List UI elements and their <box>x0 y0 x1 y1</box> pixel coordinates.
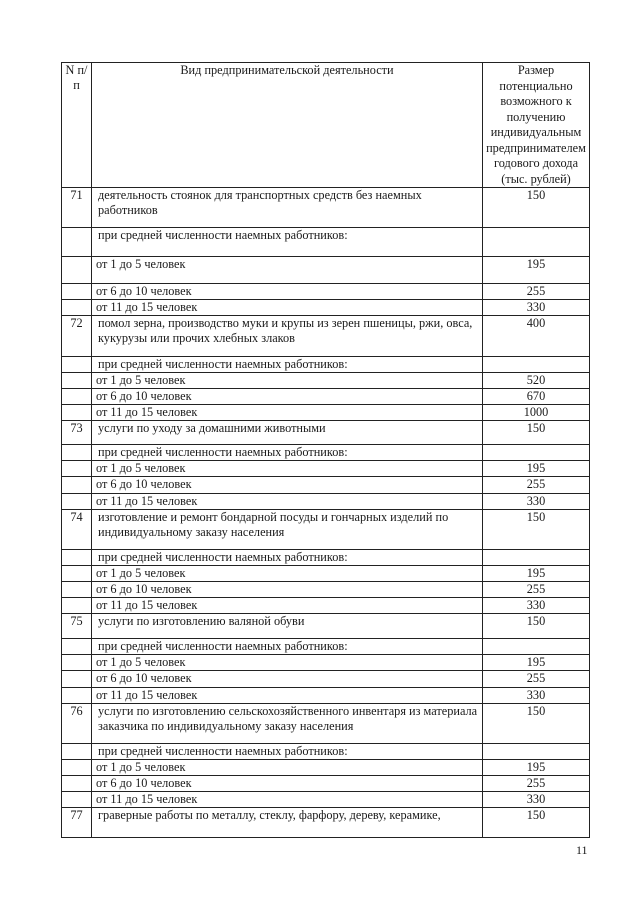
table-row <box>62 494 590 510</box>
income-value: 330 <box>483 300 590 316</box>
header-number: N п/п <box>62 63 92 188</box>
row-number: 74 <box>62 510 92 550</box>
row-number: 77 <box>62 808 92 838</box>
income-value: 255 <box>483 582 590 598</box>
income-value: 520 <box>483 373 590 389</box>
table-row <box>62 704 590 744</box>
header-income: Размер потенциально возможного к получению индивидуальным предпринимателем годового дохода (тыс. рублей) <box>483 63 590 188</box>
table-row <box>62 421 590 445</box>
table-row <box>62 792 590 808</box>
employees-range: от 11 до 15 человек <box>92 494 483 510</box>
table-row <box>62 188 590 228</box>
employees-range: от 6 до 10 человек <box>92 477 483 494</box>
employees-range: от 1 до 5 человек <box>92 257 483 284</box>
header-activity: Вид предпринимательской деятельности <box>92 63 483 188</box>
table-row <box>62 228 590 257</box>
table-row <box>62 357 590 373</box>
table-row <box>62 776 590 792</box>
income-value: 400 <box>483 316 590 357</box>
table-row <box>62 405 590 421</box>
row-number <box>62 445 92 461</box>
row-number <box>62 744 92 760</box>
row-number <box>62 461 92 477</box>
table-row <box>62 744 590 760</box>
table-header-row <box>62 63 590 188</box>
income-value: 195 <box>483 257 590 284</box>
employees-range: от 6 до 10 человек <box>92 389 483 405</box>
row-number <box>62 300 92 316</box>
income-value: 255 <box>483 671 590 688</box>
employees-range: от 1 до 5 человек <box>92 566 483 582</box>
income-value: 150 <box>483 188 590 228</box>
employees-range: от 1 до 5 человек <box>92 760 483 776</box>
income-value <box>483 357 590 373</box>
income-value: 255 <box>483 284 590 300</box>
employees-range: от 6 до 10 человек <box>92 671 483 688</box>
row-number: 72 <box>62 316 92 357</box>
row-number: 75 <box>62 614 92 639</box>
table-row <box>62 510 590 550</box>
table-row <box>62 639 590 655</box>
employees-range: от 6 до 10 человек <box>92 284 483 300</box>
row-number <box>62 776 92 792</box>
table-row <box>62 566 590 582</box>
income-value: 195 <box>483 760 590 776</box>
employees-subheading: при средней численности наемных работников: <box>92 550 483 566</box>
row-number <box>62 688 92 704</box>
row-number <box>62 494 92 510</box>
row-number <box>62 760 92 776</box>
employees-range: от 1 до 5 человек <box>92 461 483 477</box>
income-value <box>483 445 590 461</box>
employees-subheading: при средней численности наемных работников: <box>92 744 483 760</box>
activity-description: услуги по изготовлению валяной обуви <box>92 614 483 639</box>
activity-description: услуги по изготовлению сельскохозяйственного инвентаря из материала заказчика по индивидуальному заказу населения <box>92 704 483 744</box>
income-value: 150 <box>483 510 590 550</box>
income-value: 255 <box>483 477 590 494</box>
income-value: 330 <box>483 598 590 614</box>
table-row <box>62 373 590 389</box>
table-row <box>62 300 590 316</box>
table-row <box>62 671 590 688</box>
table-row <box>62 550 590 566</box>
activity-description: граверные работы по металлу, стеклу, фарфору, дереву, керамике, <box>92 808 483 838</box>
row-number <box>62 639 92 655</box>
employees-range: от 11 до 15 человек <box>92 688 483 704</box>
row-number <box>62 566 92 582</box>
table-row <box>62 582 590 598</box>
row-number <box>62 373 92 389</box>
employees-range: от 11 до 15 человек <box>92 405 483 421</box>
activity-description: услуги по уходу за домашними животными <box>92 421 483 445</box>
activity-description: помол зерна, производство муки и крупы из зерен пшеницы, ржи, овса, кукурузы или прочих хлебных злаков <box>92 316 483 357</box>
row-number <box>62 405 92 421</box>
row-number <box>62 598 92 614</box>
row-number <box>62 389 92 405</box>
table-row <box>62 284 590 300</box>
row-number <box>62 671 92 688</box>
employees-subheading: при средней численности наемных работников: <box>92 228 483 257</box>
income-value: 255 <box>483 776 590 792</box>
table-row <box>62 445 590 461</box>
row-number <box>62 228 92 257</box>
employees-subheading: при средней численности наемных работников: <box>92 357 483 373</box>
employees-subheading: при средней численности наемных работников: <box>92 445 483 461</box>
income-value <box>483 744 590 760</box>
income-value: 195 <box>483 461 590 477</box>
row-number <box>62 792 92 808</box>
table-row <box>62 477 590 494</box>
table-row <box>62 598 590 614</box>
employees-range: от 1 до 5 человек <box>92 373 483 389</box>
employees-range: от 6 до 10 человек <box>92 582 483 598</box>
table-row <box>62 760 590 776</box>
row-number <box>62 284 92 300</box>
income-value: 150 <box>483 614 590 639</box>
table-row <box>62 655 590 671</box>
income-value <box>483 228 590 257</box>
row-number <box>62 550 92 566</box>
income-value: 195 <box>483 655 590 671</box>
table-row <box>62 808 590 838</box>
row-number <box>62 357 92 373</box>
employees-range: от 11 до 15 человек <box>92 792 483 808</box>
table-row <box>62 688 590 704</box>
table-row <box>62 257 590 284</box>
income-table <box>61 62 590 838</box>
activity-description: изготовление и ремонт бондарной посуды и гончарных изделий по индивидуальному заказу населения <box>92 510 483 550</box>
page-number: 11 <box>576 843 588 857</box>
table-body <box>62 188 590 838</box>
row-number <box>62 582 92 598</box>
table-row <box>62 461 590 477</box>
employees-range: от 6 до 10 человек <box>92 776 483 792</box>
income-value: 1000 <box>483 405 590 421</box>
row-number: 76 <box>62 704 92 744</box>
row-number <box>62 257 92 284</box>
activity-description: деятельность стоянок для транспортных средств без наемных работников <box>92 188 483 228</box>
table-row <box>62 316 590 357</box>
table-row <box>62 389 590 405</box>
row-number: 71 <box>62 188 92 228</box>
row-number <box>62 655 92 671</box>
income-value: 330 <box>483 688 590 704</box>
table-row <box>62 614 590 639</box>
income-value: 670 <box>483 389 590 405</box>
row-number <box>62 477 92 494</box>
employees-range: от 11 до 15 человек <box>92 300 483 316</box>
income-value <box>483 639 590 655</box>
income-value: 330 <box>483 494 590 510</box>
income-value: 150 <box>483 421 590 445</box>
income-value: 150 <box>483 808 590 838</box>
employees-subheading: при средней численности наемных работников: <box>92 639 483 655</box>
employees-range: от 1 до 5 человек <box>92 655 483 671</box>
income-value: 150 <box>483 704 590 744</box>
employees-range: от 11 до 15 человек <box>92 598 483 614</box>
income-value <box>483 550 590 566</box>
income-value: 195 <box>483 566 590 582</box>
row-number: 73 <box>62 421 92 445</box>
income-value: 330 <box>483 792 590 808</box>
